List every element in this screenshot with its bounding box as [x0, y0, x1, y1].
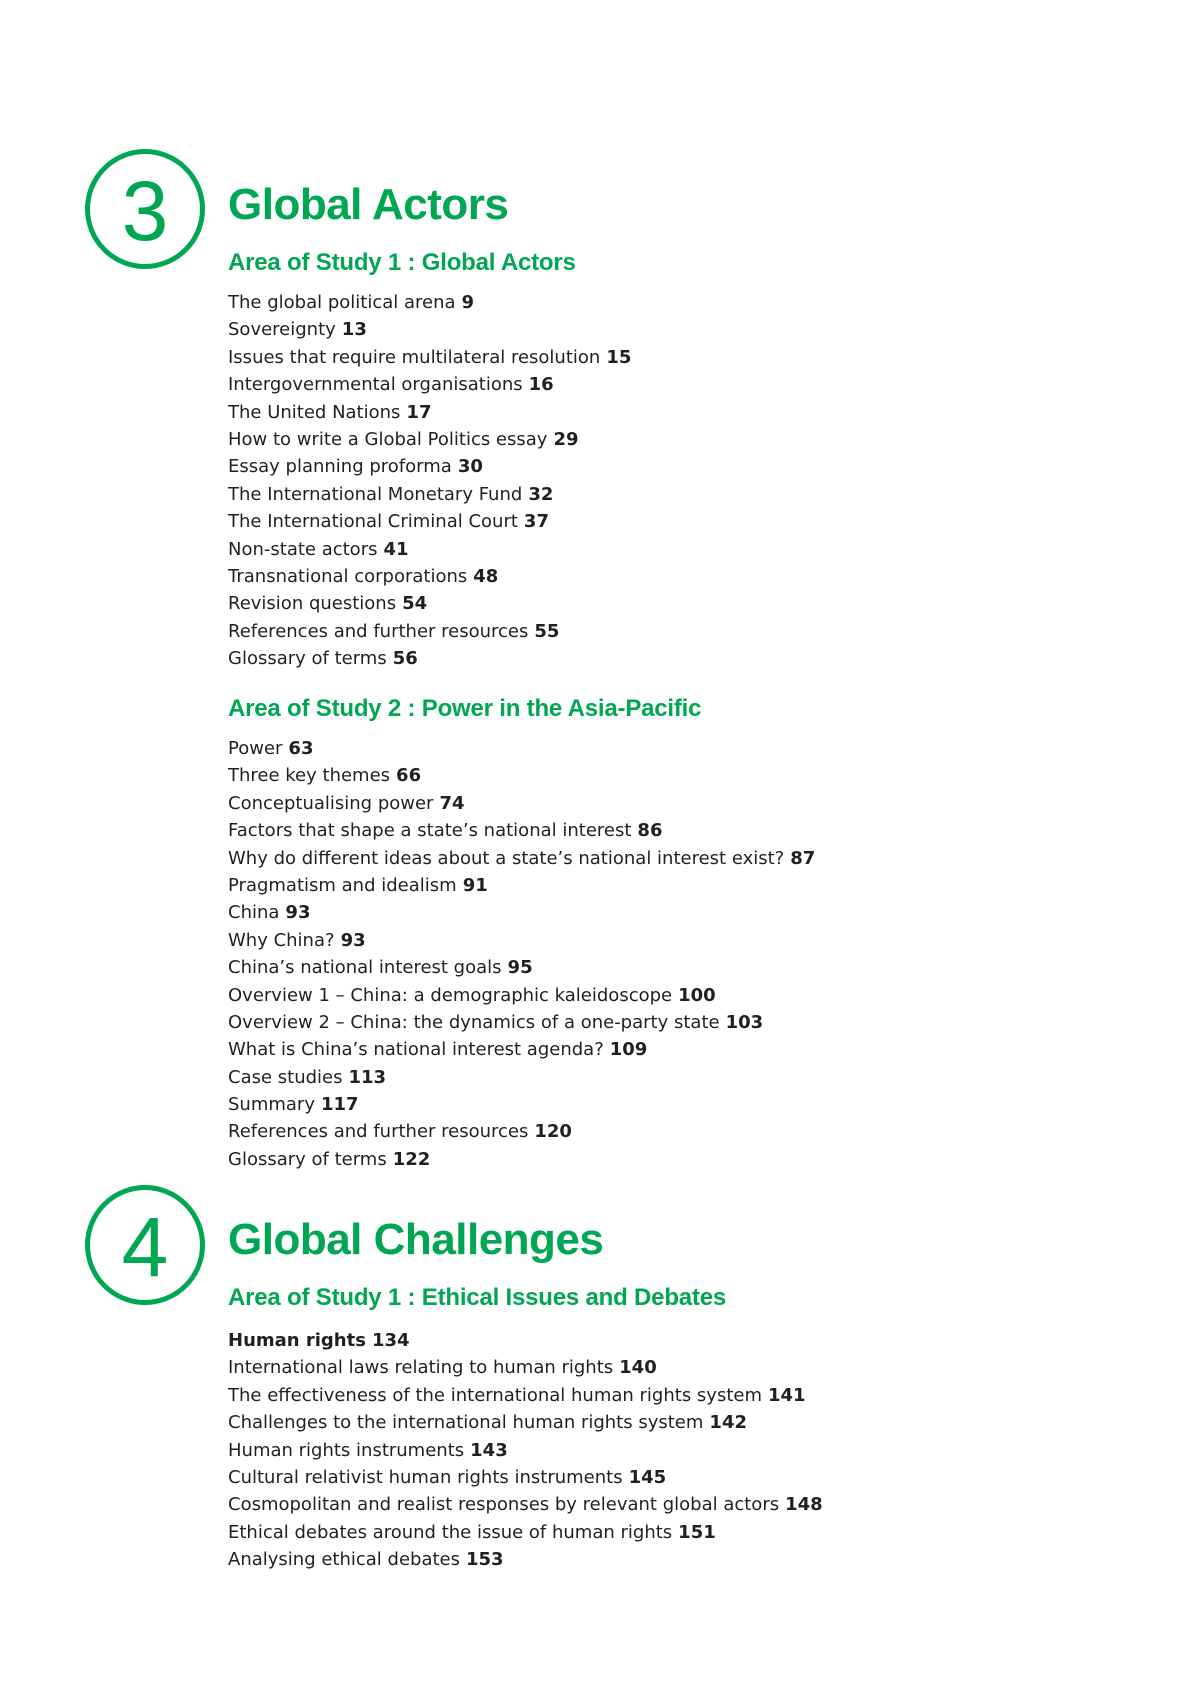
toc-entry[interactable]: [228, 1409, 823, 1436]
toc-entry[interactable]: [228, 1437, 823, 1464]
toc-entry-title: Conceptualising power: [228, 792, 434, 814]
toc-entry-page: 63: [288, 738, 314, 759]
toc-entry-title: Factors that shape a state’s national interest: [228, 820, 632, 842]
toc-entry-title: References and further resources: [228, 620, 529, 642]
toc-entry-title: Essay planning proforma: [228, 456, 452, 478]
toc-entry[interactable]: [228, 344, 631, 371]
toc-entry-page: 103: [725, 1011, 764, 1033]
toc-entry[interactable]: [228, 371, 631, 398]
toc-entry[interactable]: [228, 590, 631, 617]
toc-list: [228, 1327, 823, 1574]
toc-entry-title: International laws relating to human rights: [228, 1357, 614, 1379]
toc-entry-title: China’s national interest goals: [228, 957, 502, 979]
toc-entry-title: Glossary of terms: [228, 1148, 387, 1170]
toc-entry-page: 30: [457, 456, 483, 478]
toc-entry-title: Three key themes: [228, 765, 391, 787]
unit-number-badge: [85, 1185, 205, 1305]
toc-entry[interactable]: [228, 536, 631, 563]
toc-entry-title: The United Nations: [228, 401, 401, 423]
toc-entry-title: The global political arena: [228, 292, 456, 313]
unit-number: 3: [121, 164, 169, 258]
toc-entry[interactable]: [228, 1146, 815, 1173]
toc-entry-page: 16: [528, 374, 554, 396]
toc-entry-page: 66: [396, 765, 422, 787]
toc-entry[interactable]: [228, 899, 815, 926]
toc-entry-title: Glossary of terms: [228, 648, 387, 670]
toc-entry-page: 41: [383, 538, 409, 560]
toc-entry[interactable]: [228, 1546, 823, 1573]
toc-entry[interactable]: [228, 1009, 815, 1036]
toc-entry-title: Intergovernmental organisations: [228, 374, 523, 396]
toc-entry-title: References and further resources: [228, 1121, 529, 1143]
toc-entry-page: 91: [462, 874, 488, 896]
toc-entry-page: 142: [709, 1412, 747, 1434]
unit-title: Global Actors: [228, 180, 509, 229]
toc-entry-title: Revision questions: [228, 593, 397, 615]
toc-entry-title: The International Monetary Fund: [228, 483, 523, 505]
toc-entry-page: 87: [790, 847, 816, 869]
toc-entry-page: 95: [507, 957, 533, 979]
toc-entry-page: 134: [371, 1330, 410, 1351]
toc-entry-title: Summary: [228, 1094, 315, 1116]
toc-entry-page: 74: [439, 792, 465, 814]
area-of-study-title: Area of Study 1 : Global Actors: [228, 249, 576, 276]
toc-entry-page: 113: [348, 1066, 387, 1088]
toc-entry[interactable]: [228, 1382, 823, 1409]
toc-entry-page: 86: [637, 820, 663, 842]
toc-entry-title: Case studies: [228, 1066, 343, 1088]
toc-entry-page: 153: [466, 1549, 504, 1571]
toc-entry-title: Issues that require multilateral resolution: [228, 346, 601, 368]
toc-entry-page: 100: [678, 984, 716, 1006]
toc-entry[interactable]: [228, 982, 815, 1009]
unit-number: 4: [121, 1200, 169, 1294]
toc-entry-title: Transnational corporations: [228, 565, 468, 587]
toc-entry-page: 145: [628, 1466, 667, 1488]
toc-entry-title: Non-state actors: [228, 538, 378, 560]
toc-entry[interactable]: [228, 289, 631, 316]
toc-entry-title: Ethical debates around the issue of human rights: [228, 1521, 673, 1543]
toc-entry[interactable]: [228, 508, 631, 535]
toc-entry-title: The International Criminal Court: [228, 511, 518, 533]
toc-entry[interactable]: [228, 1519, 823, 1546]
unit-number-badge: [85, 149, 205, 269]
toc-entry-page: 13: [341, 319, 367, 341]
toc-entry[interactable]: [228, 618, 631, 645]
toc-entry-page: 143: [470, 1439, 508, 1461]
toc-entry-page: 122: [392, 1148, 431, 1170]
toc-entry-page: 32: [528, 483, 554, 505]
toc-entry[interactable]: [228, 1118, 815, 1145]
toc-entry[interactable]: [228, 399, 631, 426]
toc-entry-title: Human rights: [228, 1330, 366, 1351]
toc-entry[interactable]: [228, 790, 815, 817]
toc-entry-page: 54: [402, 593, 428, 615]
toc-entry-title: Challenges to the international human rights system: [228, 1412, 704, 1434]
toc-entry-page: 120: [534, 1121, 572, 1143]
toc-entry-page: 17: [406, 401, 432, 423]
toc-entry-page: 29: [553, 428, 579, 450]
toc-entry-page: 109: [609, 1039, 648, 1061]
toc-entry-page: 55: [534, 620, 560, 642]
toc-entry[interactable]: [228, 1327, 823, 1354]
toc-entry-title: Why do different ideas about a state’s national interest exist?: [228, 847, 785, 869]
toc-entry[interactable]: [228, 1491, 823, 1518]
toc-entry[interactable]: [228, 845, 815, 872]
toc-entry[interactable]: [228, 1064, 815, 1091]
toc-list: [228, 735, 815, 1173]
toc-entry-title: Overview 1 – China: a demographic kaleidoscope: [228, 984, 673, 1006]
toc-entry-title: Power: [228, 738, 283, 759]
toc-entry-page: 56: [392, 648, 418, 670]
toc-entry-page: 15: [606, 346, 632, 368]
toc-entry-page: 148: [785, 1494, 823, 1516]
toc-entry-page: 9: [461, 292, 475, 313]
toc-entry[interactable]: [228, 426, 631, 453]
toc-entry-title: Sovereignty: [228, 319, 336, 341]
toc-entry[interactable]: [228, 645, 631, 672]
toc-entry-title: Overview 2 – China: the dynamics of a one-party state: [228, 1011, 720, 1033]
toc-entry[interactable]: [228, 453, 631, 480]
toc-entry[interactable]: [228, 1036, 815, 1063]
toc-entry-page: 117: [321, 1094, 359, 1116]
toc-entry[interactable]: [228, 1354, 823, 1381]
toc-entry-page: 48: [473, 565, 499, 587]
toc-entry[interactable]: [228, 481, 631, 508]
toc-list: [228, 289, 631, 672]
unit-title: Global Challenges: [228, 1215, 604, 1264]
toc-entry[interactable]: [228, 1464, 823, 1491]
toc-entry[interactable]: [228, 872, 815, 899]
toc-entry-page: 140: [619, 1357, 657, 1379]
toc-entry[interactable]: [228, 762, 815, 789]
toc-entry[interactable]: [228, 817, 815, 844]
toc-entry[interactable]: [228, 563, 631, 590]
toc-entry-title: What is China’s national interest agenda?: [228, 1039, 604, 1061]
toc-entry-title: Pragmatism and idealism: [228, 874, 457, 896]
toc-entry-page: 141: [768, 1384, 806, 1406]
toc-entry-title: The effectiveness of the international human rights system: [228, 1384, 762, 1406]
toc-entry-title: China: [228, 902, 280, 924]
toc-entry[interactable]: [228, 1091, 815, 1118]
toc-entry-page: 93: [285, 902, 311, 924]
toc-entry[interactable]: [228, 954, 815, 981]
area-of-study-title: Area of Study 2 : Power in the Asia-Pacific: [228, 695, 702, 722]
toc-entry-page: 37: [523, 511, 549, 533]
toc-entry[interactable]: [228, 735, 815, 762]
toc-entry-title: Cultural relativist human rights instruments: [228, 1466, 623, 1488]
toc-entry-page: 93: [340, 929, 366, 951]
toc-entry[interactable]: [228, 927, 815, 954]
toc-entry[interactable]: [228, 316, 631, 343]
toc-entry-title: Analysing ethical debates: [228, 1549, 460, 1571]
area-of-study-title: Area of Study 1 : Ethical Issues and Debates: [228, 1284, 727, 1311]
toc-entry-title: Cosmopolitan and realist responses by relevant global actors: [228, 1494, 780, 1516]
toc-entry-page: 151: [678, 1521, 716, 1543]
toc-entry-title: Human rights instruments: [228, 1439, 465, 1461]
toc-entry-title: How to write a Global Politics essay: [228, 428, 548, 450]
toc-entry-title: Why China?: [228, 929, 335, 951]
